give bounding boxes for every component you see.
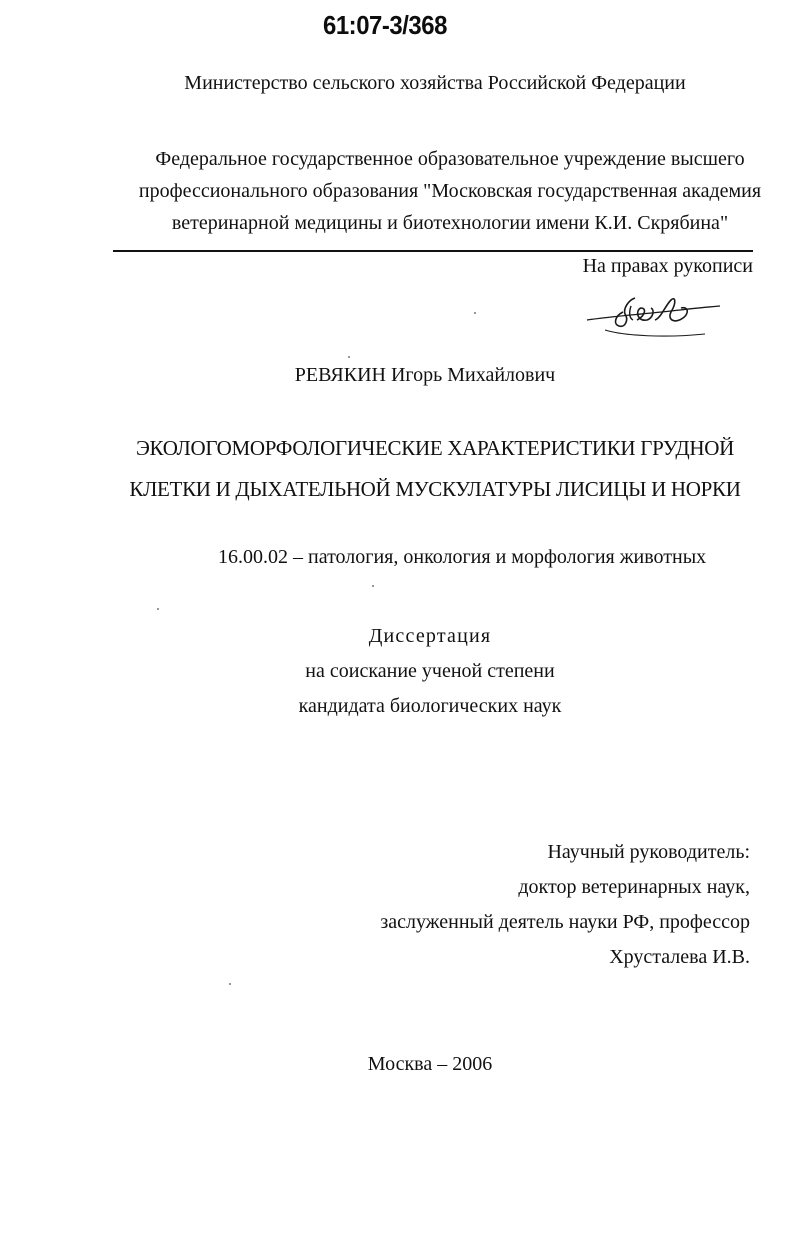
institution-name [0,143,793,239]
signature-icon [585,290,725,345]
specialty-code: 16.00.02 – патология, онкология и морфология животных [218,546,707,568]
supervisor-honor: заслуженный деятель науки РФ, профессор [380,911,750,933]
scan-speck [229,983,231,985]
supervisor-block [380,835,750,975]
institution-line: Федеральное государственное образовательное учреждение высшего [155,148,745,170]
scan-speck [474,312,476,314]
title-line: КЛЕТКИ И ДЫХАТЕЛЬНОЙ МУСКУЛАТУРЫ ЛИСИЦЫ И НОРКИ [129,477,741,501]
scan-speck [157,608,159,610]
degree-block [0,619,793,724]
scan-speck [372,585,374,587]
supervisor-label: Научный руководитель: [547,841,750,863]
ministry-name: Министерство сельского хозяйства Российской Федерации [184,72,686,94]
degree-line: кандидата биологических наук [298,695,562,717]
supervisor-degree: доктор ветеринарных наук, [518,876,750,898]
institution-line: профессионального образования "Московская государственная академия [138,180,762,202]
title-line: ЭКОЛОГОМОРФОЛОГИЧЕСКИЕ ХАРАКТЕРИСТИКИ ГРУДНОЙ [135,436,734,460]
degree-line: на соискание ученой степени [305,660,555,682]
institution-line: ветеринарной медицины и биотехнологии имени К.И. Скрябина" [171,212,729,234]
supervisor-name: Хрусталева И.В. [609,946,750,968]
scan-speck [348,356,350,358]
city-year: Москва – 2006 [367,1053,493,1075]
document-type: Диссертация [368,625,492,647]
archive-stamp: 61:07-3/368 [323,10,447,40]
author-name: РЕВЯКИН Игорь Михайлович [294,364,556,386]
header-divider [113,250,753,252]
dissertation-title [0,428,793,510]
manuscript-rights-note: На правах рукописи [582,255,753,277]
